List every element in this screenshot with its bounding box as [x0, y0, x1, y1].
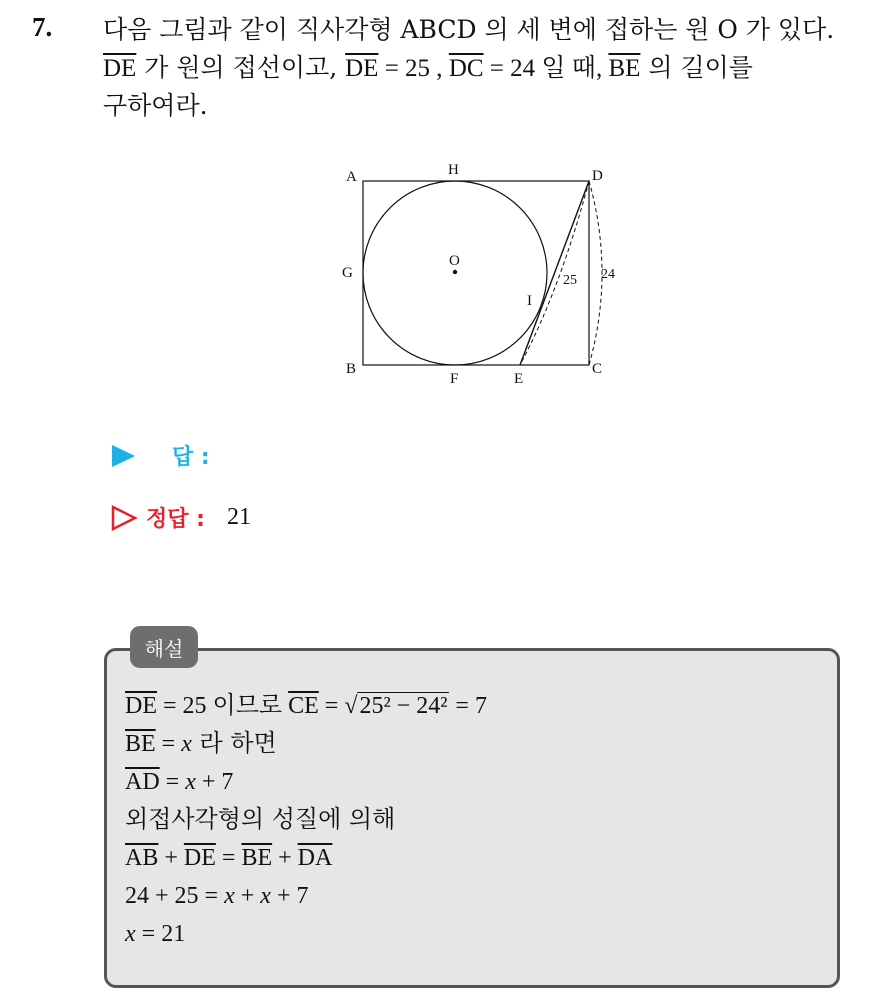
text: + 7 [195, 769, 234, 795]
label-d: D [592, 168, 603, 184]
segment-be: $\overline{BE}$ [125, 731, 156, 757]
correct-answer-value: 21 [226, 504, 251, 530]
text: 라 하면 [191, 729, 277, 757]
solution-line-3 [125, 766, 233, 797]
variable-x: x [181, 731, 192, 757]
segment-ab: $\overline{AB}$ [125, 845, 159, 871]
segment-de: $\overline{DE}$ [125, 693, 157, 719]
text: = [215, 845, 242, 871]
length-de: 25 [563, 273, 577, 288]
problem-number: 7. [32, 12, 53, 42]
text: 의 길이를 [640, 53, 753, 82]
outline-triangle-icon [110, 504, 138, 532]
center-point [453, 270, 457, 274]
text: = 21 [135, 921, 186, 947]
segment-ad: $\overline{AD}$ [125, 769, 160, 795]
correct-answer-row [110, 502, 251, 533]
answer-label: 답 : [172, 445, 210, 470]
label-f: F [450, 371, 459, 387]
variable-x: x [125, 921, 136, 947]
segment-dc: $\overline{DC}$ [448, 55, 484, 82]
text: = 24 일 때, [483, 55, 609, 82]
solution-line-5 [125, 842, 332, 873]
radicand: 25² − 24² [359, 693, 448, 719]
solution-line-2 [125, 728, 277, 759]
text: + [272, 845, 298, 871]
solution-line-7 [125, 918, 185, 949]
label-i: I [527, 293, 532, 309]
text: 가 원의 접선이고, [136, 53, 346, 82]
play-triangle-icon [110, 444, 136, 468]
segment-de: $\overline{DE}$ [183, 845, 216, 871]
text: = [155, 731, 182, 757]
segment-ce: $\overline{CE}$ [288, 693, 319, 719]
segment-da: $\overline{DA}$ [297, 845, 333, 871]
label-b: B [346, 361, 357, 377]
segment-be: $\overline{BE}$ [241, 845, 273, 871]
text: + [158, 845, 184, 871]
label-h: H [448, 162, 459, 178]
answer-row [110, 440, 210, 471]
segment-de: $\overline{DE}$ [103, 55, 137, 82]
text: = 25 이므로 [157, 693, 289, 719]
label-e: E [514, 371, 524, 387]
text: = 7 [449, 693, 487, 719]
label-o: O [449, 253, 460, 269]
geometry-figure [330, 150, 630, 400]
solution-line-4: 외접사각형의 성질에 의해 [125, 805, 396, 833]
text: = [318, 693, 345, 719]
tangent-de [520, 181, 589, 365]
correct-answer-label: 정답 : [146, 507, 205, 532]
label-a: A [346, 169, 357, 185]
label-g: G [342, 265, 353, 281]
solution-line-1 [125, 690, 487, 721]
solution-tag: 해설 [130, 626, 198, 668]
problem-line-2 [103, 52, 753, 85]
variable-x: x [185, 769, 196, 795]
solution-line-6 [125, 880, 308, 911]
length-dc: 24 [601, 267, 615, 282]
text: + 7 [270, 883, 309, 909]
label-c: C [592, 361, 603, 377]
text: 24 + 25 = [125, 883, 225, 909]
segment-be: $\overline{BE}$ [608, 55, 641, 82]
sqrt-symbol: √ [344, 693, 358, 719]
problem-line-1: 다음 그림과 같이 직사각형 ABCD 의 세 변에 접하는 원 O 가 있다. [103, 15, 835, 44]
variable-x: x [260, 883, 271, 909]
variable-x: x [224, 883, 235, 909]
text: = 25 , [378, 55, 449, 82]
text: = [159, 769, 186, 795]
problem-line-3: 구하여라. [103, 91, 208, 120]
segment-de: $\overline{DE}$ [345, 55, 379, 82]
text: + [234, 883, 261, 909]
